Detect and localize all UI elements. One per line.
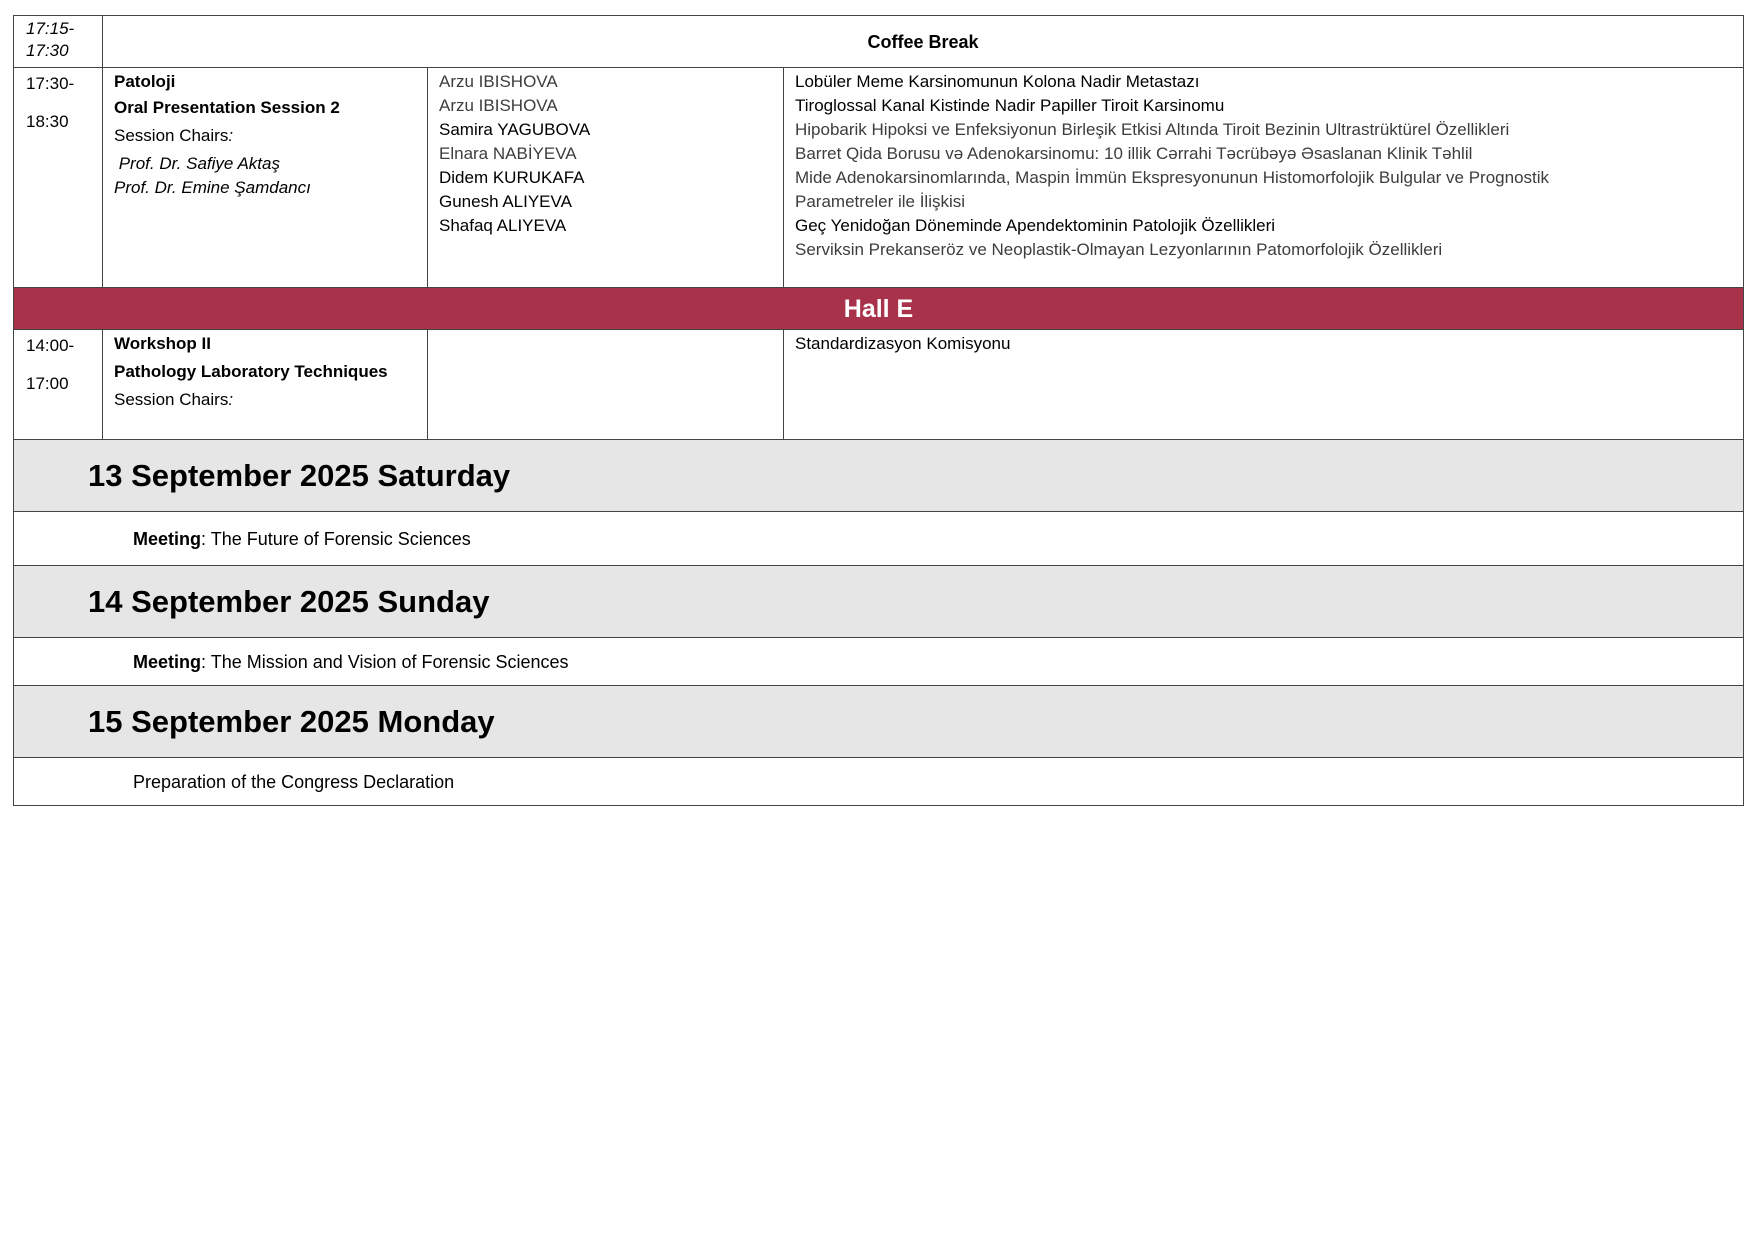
day-heading-row — [14, 686, 1744, 758]
workshop-session-cell — [103, 330, 428, 440]
session-chairs-label — [114, 124, 419, 148]
patoloji-session-cell — [103, 68, 428, 288]
declaration-row — [14, 758, 1744, 806]
presentation-title: Serviksin Prekanseröz ve Neoplastik-Olmayan Lezyonlarının Patomorfolojik Özellikleri — [795, 240, 1443, 259]
patoloji-time-cell — [14, 68, 103, 288]
patoloji-session-row — [14, 68, 1744, 288]
meeting-label: Meeting — [133, 528, 202, 549]
meeting-cell — [14, 638, 1744, 686]
presentation-title: Hipobarik Hipoksi ve Enfeksiyonun Birleşik Etkisi Altında Tiroit Bezinin Ultrastrüktürel Özellikleri — [795, 120, 1510, 139]
speaker-name: Shafaq ALIYEVA — [439, 216, 567, 235]
coffee-break-label: Coffee Break — [103, 16, 1744, 68]
session-subtitle: Oral Presentation Session 2 — [114, 98, 340, 117]
meeting-text: : The Future of Forensic Sciences — [201, 528, 471, 549]
coffee-time-start: 17:15- — [26, 19, 75, 38]
hall-e-row — [14, 288, 1744, 330]
meeting-row — [14, 512, 1744, 566]
speaker-name: Arzu IBISHOVA — [439, 96, 558, 115]
speaker-name: Samira YAGUBOVA — [439, 120, 591, 139]
coffee-break-row — [14, 16, 1744, 68]
session-chair-1: Prof. Dr. Safiye Aktaş — [114, 154, 280, 173]
meeting-cell — [14, 512, 1744, 566]
workshop-subtitle: Pathology Laboratory Techniques — [114, 362, 388, 381]
presentation-title: Mide Adenokarsinomlarında, Maspin İmmün Ekspresyonunun Histomorfolojik Bulgular ve Prognostik — [795, 168, 1550, 187]
day-heading: 13 September 2025 Saturday — [14, 440, 1744, 512]
presentation-title: Geç Yenidoğan Döneminde Apendektominin Patolojik Özellikleri — [795, 216, 1276, 235]
chairs-colon: : — [228, 390, 234, 409]
presentation-title: Parametreler ile İlişkisi — [795, 192, 966, 211]
speaker-name: Didem KURUKAFA — [439, 168, 585, 187]
workshop-time-start: 14:00- — [26, 336, 75, 355]
coffee-time-cell — [14, 16, 103, 68]
workshop-topic: Standardizasyon Komisyonu — [795, 334, 1011, 353]
workshop-time-end: 17:00 — [26, 374, 69, 393]
speaker-name: Gunesh ALIYEVA — [439, 192, 572, 211]
meeting-label: Meeting — [133, 651, 202, 672]
meeting-row — [14, 638, 1744, 686]
presentation-title: Tiroglossal Kanal Kistinde Nadir Papiller Tiroit Karsinomu — [795, 96, 1225, 115]
patoloji-titles-cell — [784, 68, 1744, 288]
patoloji-time-start: 17:30- — [26, 74, 75, 93]
program-sheet — [13, 15, 1743, 806]
meeting-text: : The Mission and Vision of Forensic Sciences — [201, 651, 569, 672]
patoloji-speakers-cell — [428, 68, 784, 288]
chairs-label-text: Session Chairs — [114, 126, 229, 145]
day-heading-row — [14, 440, 1744, 512]
declaration-cell: Preparation of the Congress Declaration — [14, 758, 1744, 806]
day-heading: 14 September 2025 Sunday — [14, 566, 1744, 638]
day-heading: 15 September 2025 Monday — [14, 686, 1744, 758]
speaker-name: Arzu IBISHOVA — [439, 72, 558, 91]
workshop-row — [14, 330, 1744, 440]
workshop-time-cell — [14, 330, 103, 440]
session-chair-2: Prof. Dr. Emine Şamdancı — [114, 178, 311, 197]
chairs-colon: : — [228, 126, 234, 145]
hall-e-header: Hall E — [14, 288, 1744, 330]
workshop-title: Workshop II — [114, 334, 211, 353]
chairs-label-text: Session Chairs — [114, 390, 229, 409]
presentation-title: Lobüler Meme Karsinomunun Kolona Nadir Metastazı — [795, 72, 1200, 91]
workshop-speakers-cell — [428, 330, 784, 440]
coffee-time-end: 17:30 — [26, 41, 69, 60]
program-table — [13, 15, 1744, 806]
presentation-title: Barret Qida Borusu və Adenokarsinomu: 10 illik Cərrahi Təcrübəyə Əsaslanan Klinik Təhlil — [795, 144, 1473, 163]
patoloji-time-end: 18:30 — [26, 112, 69, 131]
session-title: Patoloji — [114, 72, 176, 91]
workshop-chairs-label — [114, 388, 419, 412]
workshop-topic-cell — [784, 330, 1744, 440]
speaker-name: Elnara NABİYEVA — [439, 144, 577, 163]
day-heading-row — [14, 566, 1744, 638]
